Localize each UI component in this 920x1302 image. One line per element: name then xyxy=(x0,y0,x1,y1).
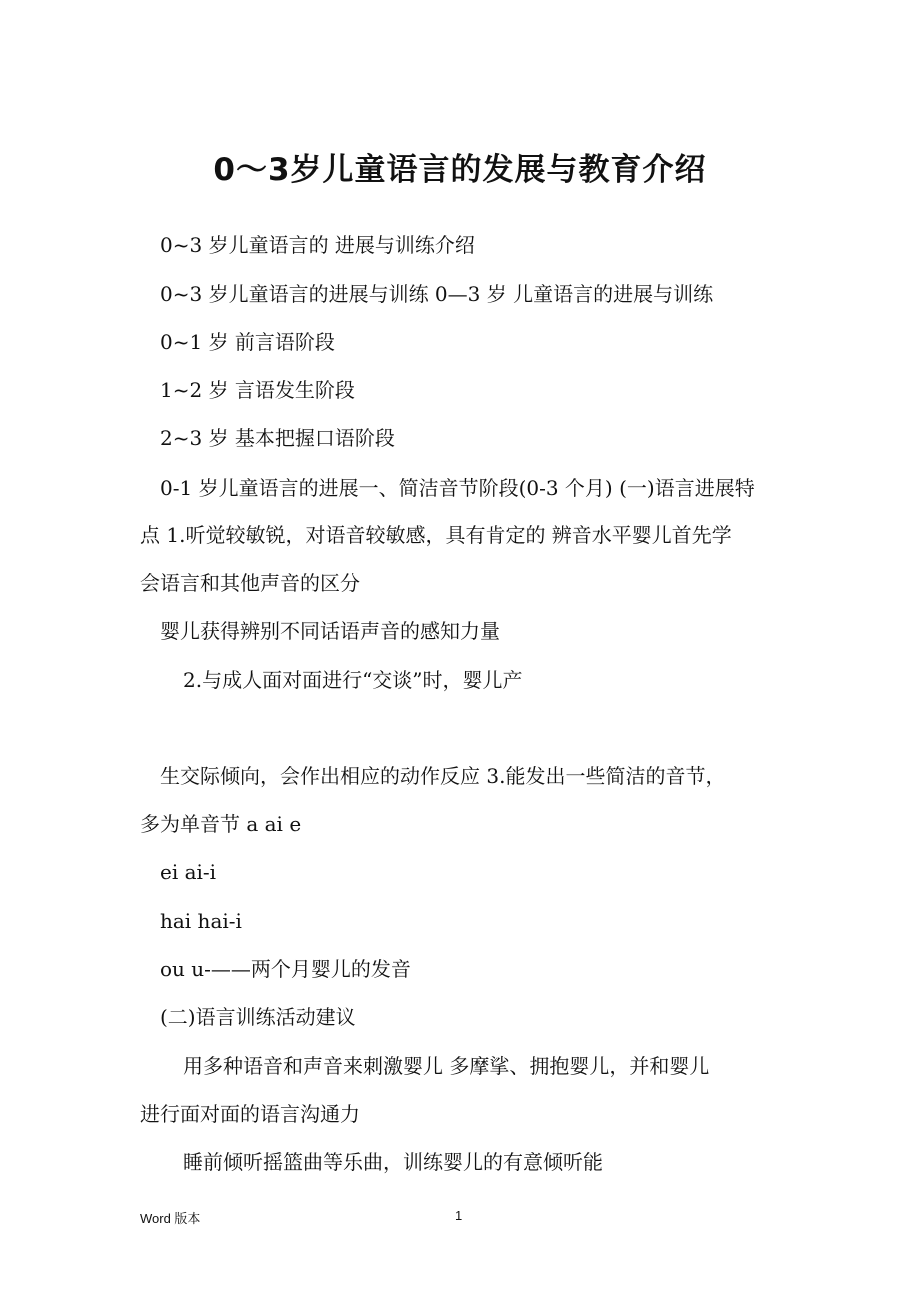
paragraph-line: 多为单音节 a ai e xyxy=(140,812,302,836)
paragraph-line: 0~3 岁儿童语言的进展与训练 0—3 岁 儿童语言的进展与训练 xyxy=(160,282,714,306)
paragraph-line: 1~2 岁 言语发生阶段 xyxy=(160,378,355,402)
paragraph-line: 婴儿获得辨别不同话语声音的感知力量 xyxy=(160,619,500,643)
paragraph-line: hai hai-i xyxy=(160,909,242,933)
paragraph-line: 用多种语音和声音来刺激婴儿 多摩挲、拥抱婴儿，并和婴儿 xyxy=(183,1054,710,1078)
paragraph-line: (二)语言训练活动建议 xyxy=(160,1005,356,1029)
footer-label: Word 版本 xyxy=(140,1211,201,1226)
paragraph-line: ou u-——两个月婴儿的发音 xyxy=(160,957,411,981)
document-title: 0～3岁儿童语言的发展与教育介绍 xyxy=(213,152,707,188)
paragraph-line: 睡前倾听摇篮曲等乐曲，训练婴儿的有意倾听能 xyxy=(183,1150,603,1174)
page-number: 1 xyxy=(455,1208,463,1223)
paragraph-line: 0-1 岁儿童语言的进展一、简洁音节阶段(0-3 个月) (一)语言进展特 xyxy=(160,476,755,500)
paragraph-line: 会语言和其他声音的区分 xyxy=(140,571,360,595)
paragraph-line: 0~3 岁儿童语言的 进展与训练介绍 xyxy=(160,233,475,257)
paragraph-line: 2~3 岁 基本把握口语阶段 xyxy=(160,426,395,450)
paragraph-line: 进行面对面的语言沟通力 xyxy=(140,1102,360,1126)
paragraph-line: 0~1 岁 前言语阶段 xyxy=(160,330,335,354)
paragraph-line: 点 1.听觉较敏锐，对语音较敏感，具有肯定的 辨音水平婴儿首先学 xyxy=(140,523,732,547)
paragraph-line: ei ai-i xyxy=(160,860,217,884)
paragraph-line: 2.与成人面对面进行“交谈”时，婴儿产 xyxy=(183,668,523,692)
paragraph-line: 生交际倾向，会作出相应的动作反应 3.能发出一些简洁的音节， xyxy=(160,764,726,788)
